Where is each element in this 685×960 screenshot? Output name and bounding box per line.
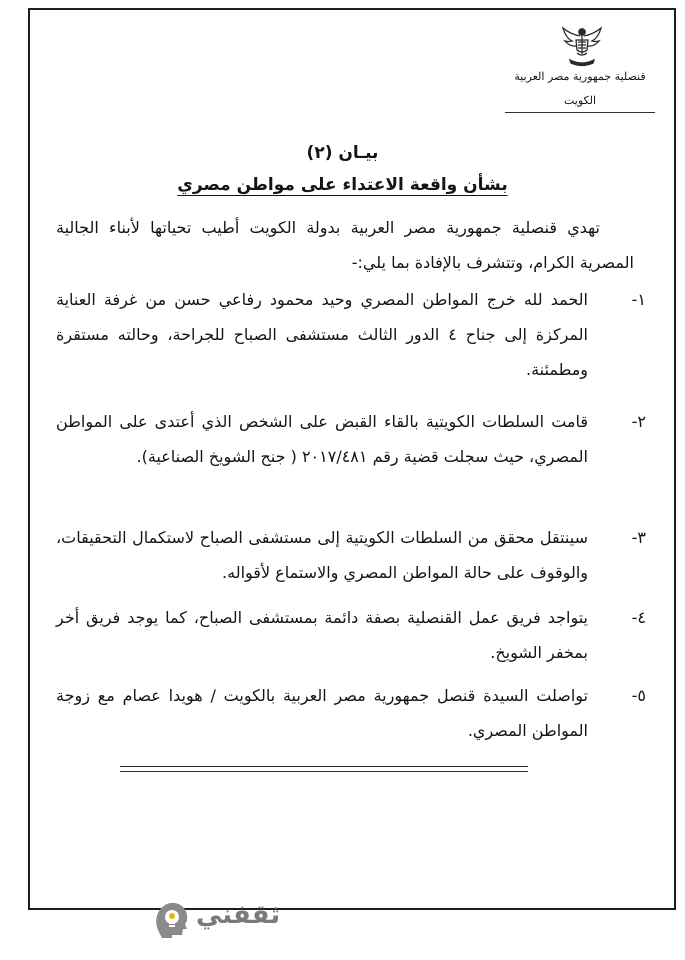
item-number: ٣- <box>631 528 646 547</box>
item-text: سينتقل محقق من السلطات الكويتية إلى مستشفى الصباح لاستكمال التحقيقات، والوقوف على حالة المواطن المصري والاستماع لأقواله. <box>56 528 588 582</box>
list-item <box>56 520 646 590</box>
list-item <box>56 678 646 748</box>
page-title <box>0 143 685 163</box>
item-text: يتواجد فريق عمل القنصلية بصفة دائمة بمستشفى الصباح، كما يوجد فريق أخر بمخفر الشويخ. <box>56 608 588 662</box>
item-text: قامت السلطات الكويتية بالقاء القبض على الشخص الذي أعتدى على المواطن المصري، حيث سجلت قضية رقم ٢٠١٧/٤٨١ ( جنح الشويخ الصناعية). <box>56 412 588 466</box>
list-item <box>56 404 646 474</box>
list-item <box>56 600 646 670</box>
item-number: ٤- <box>631 608 646 627</box>
item-number: ٥- <box>631 686 646 705</box>
list-item <box>56 282 646 387</box>
document-subject-text: بشأن واقعة الاعتداء على مواطن مصري <box>177 175 508 195</box>
item-number: ٢- <box>631 412 646 431</box>
egypt-eagle-emblem-icon <box>560 24 604 68</box>
page-title-text: بيـان (٢) <box>306 143 379 163</box>
letterhead-organization: قنصلية جمهورية مصر العربية <box>514 70 646 83</box>
lightbulb-head-icon <box>150 898 192 940</box>
item-text: تواصلت السيدة قنصل جمهورية مصر العربية بالكويت / هويدا عصام مع زوجة المواطن المصري. <box>56 686 588 740</box>
watermark-text: ثقفني <box>196 900 281 930</box>
item-text: الحمد لله خرج المواطن المصري وحيد محمود رفاعي حسن من غرفة العناية المركزة إلى جناح ٤ الدور الثالث مستشفى الصباح للجراحة، وحالته مستقرة ومطمئنة. <box>56 290 589 379</box>
letterhead-city: الكويت <box>563 94 597 107</box>
letterhead-divider <box>505 112 655 113</box>
item-number: ١- <box>631 290 646 309</box>
intro-paragraph: تهدي قنصلية جمهورية مصر العربية بدولة الكويت أطيب تحياتها لأبناء الجالية المصرية الكرام، وتتشرف بالإفادة بما يلي:- <box>56 218 634 272</box>
document-subject <box>0 175 685 195</box>
closing-rule <box>120 766 528 772</box>
